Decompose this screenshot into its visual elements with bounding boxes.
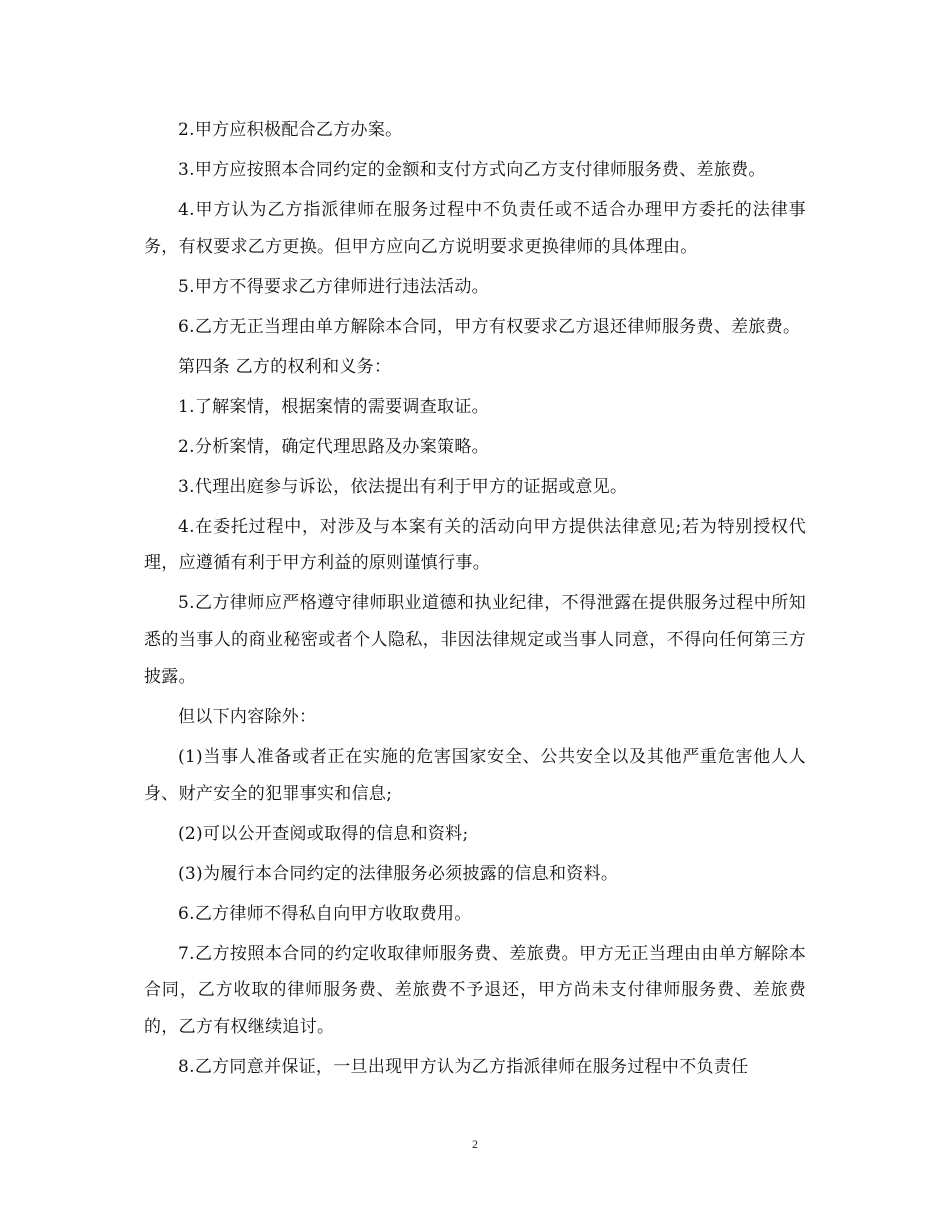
paragraph: 7.乙方按照本合同的约定收取律师服务费、差旅费。甲方无正当理由由单方解除本合同，乙方收取的律师服务费、差旅费不予退还，甲方尚未支付律师服务费、差旅费的，乙方有权继续追讨。 [144, 943, 806, 1037]
document-body [144, 112, 806, 1089]
paragraph: 3.代理出庭参与诉讼，依法提出有利于甲方的证据或意见。 [178, 476, 628, 497]
paragraph: 5.甲方不得要求乙方律师进行违法活动。 [178, 276, 489, 297]
list-item: (1)当事人准备或者正在实施的危害国家安全、公共安全以及其他严重危害他人人身、财产安全的犯罪事实和信息; [144, 746, 806, 804]
list-item: (2)可以公开查阅或取得的信息和资料; [178, 823, 469, 844]
paragraph: 4.在委托过程中，对涉及与本案有关的活动向甲方提供法律意见;若为特别授权代理，应遵循有利于甲方利益的原则谨慎行事。 [144, 516, 806, 574]
section-heading: 第四条 乙方的权利和义务： [178, 356, 392, 377]
list-item: (3)为履行本合同约定的法律服务必须披露的信息和资料。 [178, 863, 619, 884]
paragraph: 8.乙方同意并保证，一旦出现甲方认为乙方指派律师在服务过程中不负责任 [178, 1056, 749, 1077]
paragraph: 2.甲方应积极配合乙方办案。 [178, 120, 403, 140]
page-number: 2 [472, 1137, 478, 1151]
paragraph: 1.了解案情，根据案情的需要调查取证。 [178, 396, 489, 417]
paragraph: 6.乙方律师不得私自向甲方收取费用。 [178, 903, 472, 924]
paragraph: 3.甲方应按照本合同约定的金额和支付方式向乙方支付律师服务费、差旅费。 [178, 160, 766, 180]
paragraph: 但以下内容除外： [178, 706, 317, 727]
paragraph: 5.乙方律师应严格遵守律师职业道德和执业纪律，不得泄露在提供服务过程中所知悉的当事人的商业秘密或者个人隐私，非因法律规定或当事人同意，不得向任何第三方披露。 [144, 593, 806, 687]
paragraph: 2.分析案情，确定代理思路及办案策略。 [178, 436, 489, 457]
paragraph: 6.乙方无正当理由单方解除本合同，甲方有权要求乙方退还律师服务费、差旅费。 [178, 316, 801, 337]
paragraph: 4.甲方认为乙方指派律师在服务过程中不负责任或不适合办理甲方委托的法律事务，有权要求乙方更换。但甲方应向乙方说明要求更换律师的具体理由。 [144, 200, 806, 257]
